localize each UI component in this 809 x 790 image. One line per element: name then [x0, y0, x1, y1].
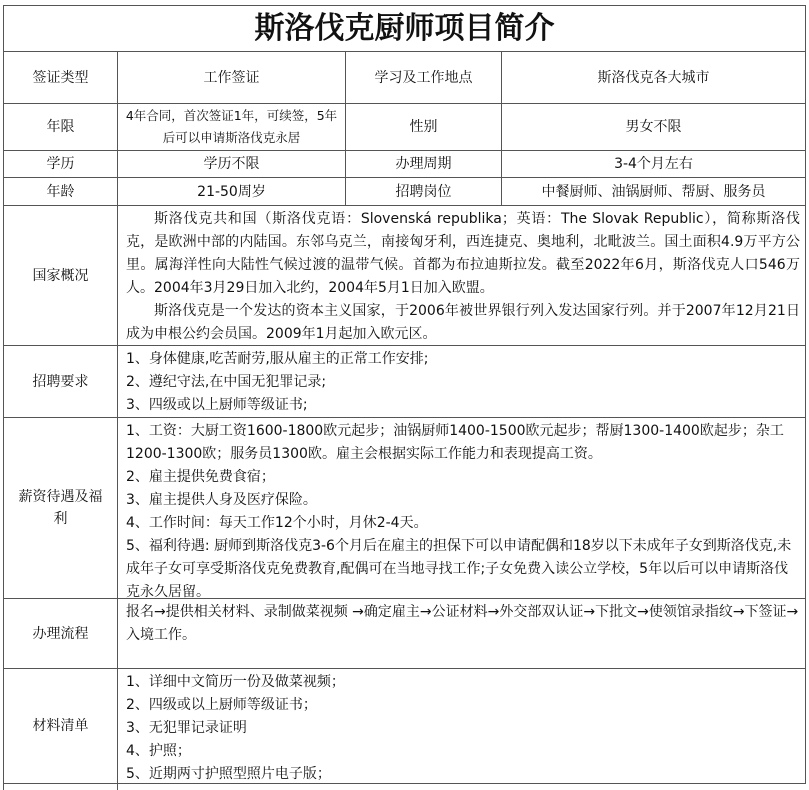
- location-value: 斯洛伐克各大城市: [502, 52, 806, 104]
- list-item: 3、雇主提供人身及医疗保险。: [126, 492, 317, 508]
- visa-type-label: 签证类型: [3, 52, 118, 104]
- process-steps: 报名→提供相关材料、录制做菜视频 →确定雇主→公证材料→外交部双认证→下批文→使领馆录指纹→下签证→入境工作。: [126, 604, 799, 643]
- list-item: 5、福利待遇: 厨师到斯洛伐克3-6个月后在雇主的担保下可以申请配偶和18岁以下未成年子女到斯洛伐克,未成年子女可享受斯洛伐克免费教育,配偶可在当地寻找工作;子女免费入读公立学校，5年以后可以申请斯洛伐克永久居留。: [126, 538, 792, 600]
- list-item: 3、四级或以上厨师等级证书;: [126, 397, 308, 413]
- country-paragraph: 斯洛伐克共和国（斯洛伐克语：Slovenská republika；英语：The Slovak Republic），简称斯洛伐克，是欧洲中部的内陆国。东邻乌克兰，南接匈牙利，西连捷克、奥地利，北毗波兰。国土面积4.9万平方公里。属海洋性向大陆性气候过渡的温带气候。首都为布拉迪斯拉发。截至2022年6月，斯洛伐克人口546万人。2004年3月29日加入北约，2004年5月1日加入欧盟。: [126, 211, 800, 296]
- requirements-list: [118, 346, 806, 418]
- age-label: 年龄: [3, 178, 118, 206]
- salary-list: [118, 418, 806, 599]
- processing-time-label: 办理周期: [346, 151, 502, 178]
- list-item: 1、工资：大厨工资1600-1800欧元起步；油锅厨师1400-1500欧元起步；帮厨1300-1400欧起步；杂工1200-1300欧；服务员1300欧。雇主会根据实际工作能力和表现提高工资。: [126, 423, 784, 462]
- materials-list: [118, 669, 806, 784]
- positions-value: 中餐厨师、油锅厨师、帮厨、服务员: [502, 178, 806, 206]
- salary-label: 薪资待遇及福利: [3, 418, 118, 599]
- list-item: 2、四级或以上厨师等级证书；: [126, 697, 317, 713]
- education-value: 学历不限: [118, 151, 346, 178]
- country-paragraph: 斯洛伐克是一个发达的资本主义国家，于2006年被世界银行列入发达国家行列。并于2007年12月21日成为申根公约会员国。2009年1月起加入欧元区。: [126, 303, 800, 342]
- list-item: 3、无犯罪记录证明: [126, 720, 247, 736]
- process-text: [118, 599, 806, 669]
- process-label: 办理流程: [3, 599, 118, 669]
- positions-label: 招聘岗位: [346, 178, 502, 206]
- list-item: 4、护照；: [126, 743, 191, 759]
- age-value: 21-50周岁: [118, 178, 346, 206]
- gender-label: 性别: [346, 104, 502, 151]
- page-title: 斯洛伐克厨师项目简介: [3, 5, 806, 52]
- list-item: 2、遵纪守法,在中国无犯罪记录;: [126, 374, 327, 390]
- list-item: 4、工作时间：每天工作12个小时，月休2-4天。: [126, 515, 428, 531]
- visa-type-value: 工作签证: [118, 52, 346, 104]
- duration-value: 4年合同，首次签证1年，可续签，5年后可以申请斯洛伐克永居: [118, 104, 346, 151]
- education-label: 学历: [3, 151, 118, 178]
- list-item: 2、雇主提供免费食宿；: [126, 469, 275, 485]
- country-overview: [118, 206, 806, 346]
- country-label: 国家概况: [3, 206, 118, 346]
- processing-time-value: 3-4个月左右: [502, 151, 806, 178]
- list-item: 5、近期两寸护照型照片电子版；: [126, 766, 331, 782]
- requirements-label: 招聘要求: [3, 346, 118, 418]
- location-label: 学习及工作地点: [346, 52, 502, 104]
- table-continuation: [3, 784, 118, 790]
- gender-value: 男女不限: [502, 104, 806, 151]
- duration-label: 年限: [3, 104, 118, 151]
- list-item: 1、身体健康,吃苦耐劳,服从雇主的正常工作安排;: [126, 351, 429, 367]
- list-item: 1、详细中文简历一份及做菜视频；: [126, 674, 345, 690]
- materials-label: 材料清单: [3, 669, 118, 784]
